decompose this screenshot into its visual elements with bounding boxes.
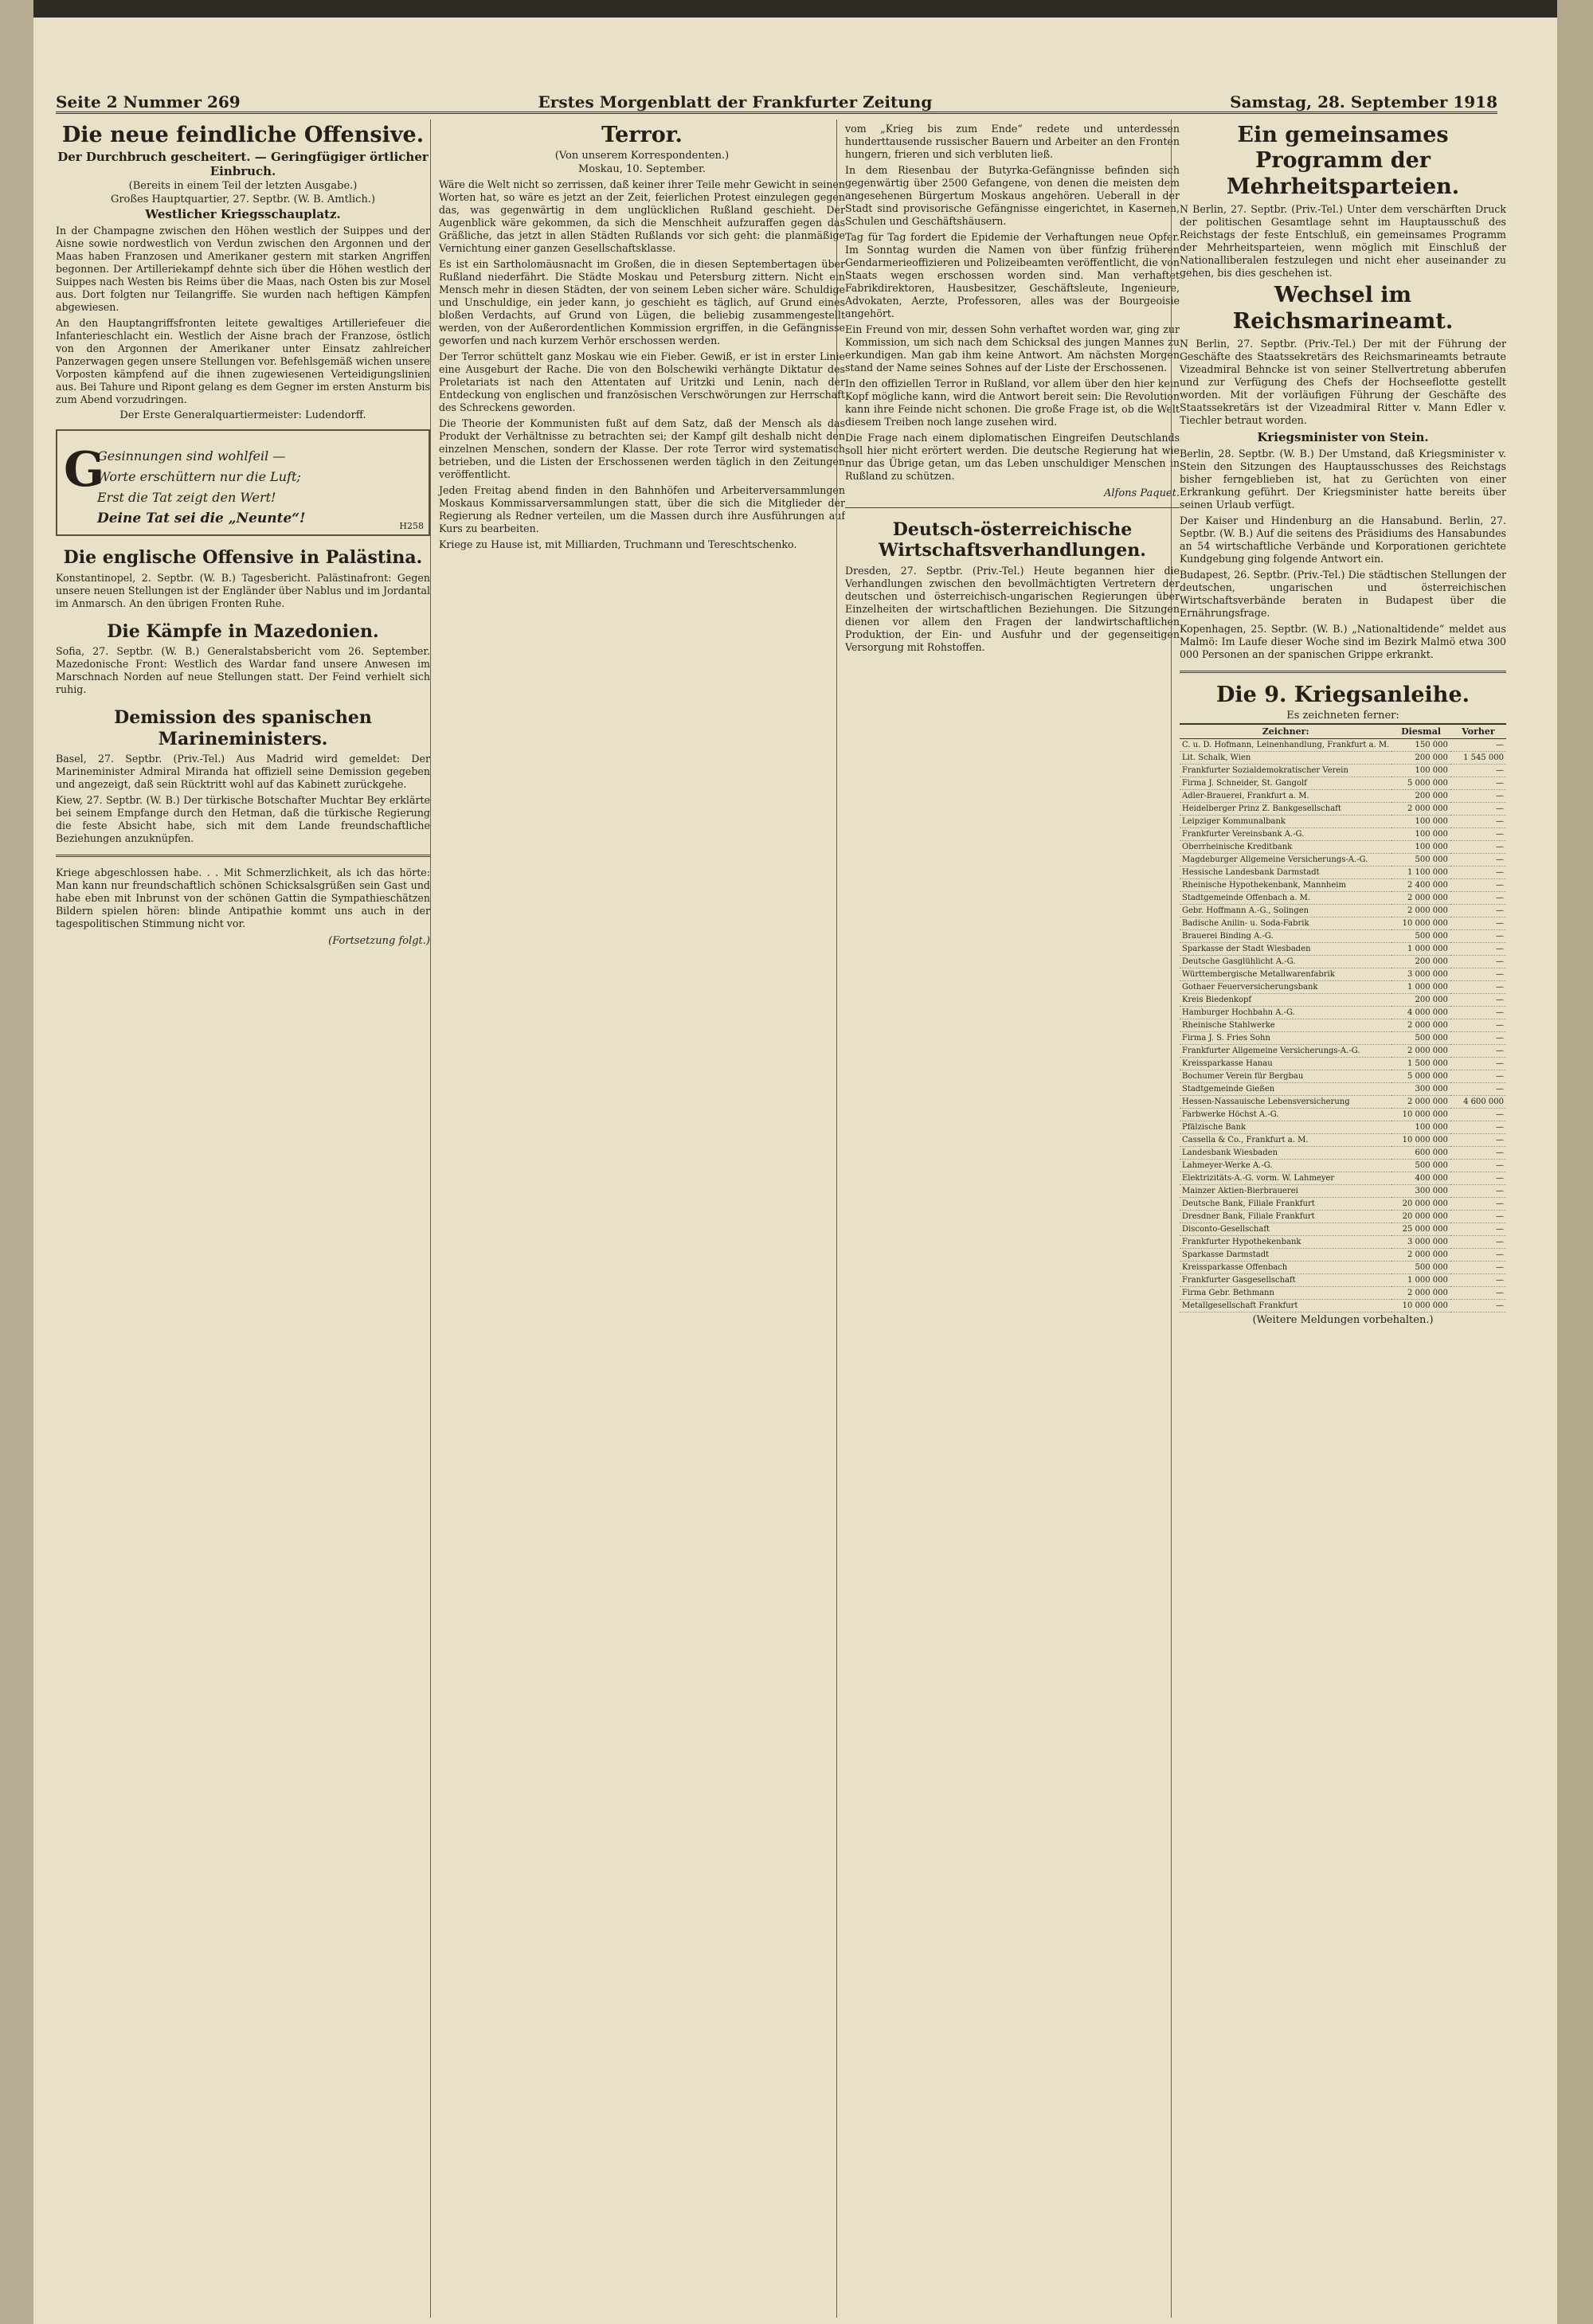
right-page-edge [1557,0,1593,2324]
amount-current-cell: 2 000 000 [1391,892,1450,905]
table-header: Diesmal [1391,724,1450,739]
subscriber-cell: Bochumer Verein für Bergbau [1180,1070,1391,1083]
subscriber-cell: Magdeburger Allgemeine Versicherungs-A.-G. [1180,854,1391,867]
table-row [1180,1134,1506,1147]
headline-war-loan: Die 9. Kriegsanleihe. [1215,682,1470,707]
amount-current-cell: 500 000 [1391,854,1450,867]
amount-previous-cell: — [1450,1249,1506,1262]
war-loan-table [1180,723,1506,1313]
amount-current-cell: 100 000 [1391,841,1450,854]
article-paragraph: Kiew, 27. Septbr. (W. B.) Der türkische Botschafter Muchtar Bey erklärte bei seinem Empfange durch den Hetman, daß die türkische Regierung die feste Absicht habe, sich mit dem Lande freundschaftliche Beziehungen anzuknüpfen. [56,793,430,844]
subscriber-cell: Disconto-Gesellschaft [1180,1223,1391,1236]
amount-previous-cell: — [1450,828,1506,841]
amount-previous-cell: — [1450,854,1506,867]
subscriber-cell: Brauerei Binding A.-G. [1180,930,1391,943]
article-paragraph: In der Champagne zwischen den Höhen westlich der Suippes und der Aisne sowie nordwestlich von Verdun zwischen den Argonnen und der Maas haben Franzosen und Amerikaner gestern mit starken Angriffen begonnen. Der Artilleriekampf dehnte sich über die Höhen westlich der Suippes nach Westen bis Reims über die Maas, nach Osten bis zur Mosel aus. Dort folgten nur Teilangriffe. Sie wurden nach heftigen Kämpfen abgewiesen. [56,225,430,314]
subscriber-cell: Frankfurter Sozialdemokratischer Verein [1180,765,1391,777]
table-row [1180,917,1506,930]
article-paragraph: Berlin, 28. Septbr. (W. B.) Der Umstand, daß Kriegsminister v. Stein den Sitzungen des Hauptausschusses des Reichstags bisher ferngeblieben ist, hat zu Gerüchten von einer Erkrankung geführt. Der Kriegsminister hatte bereits über seinen Urlaub verfügt. [1180,447,1506,511]
amount-previous-cell: — [1450,816,1506,828]
headline-palestine: Die englische Offensive in Palästina. [63,547,423,569]
table-row [1180,841,1506,854]
divider [845,507,1180,508]
table-row [1180,1058,1506,1070]
table-row [1180,968,1506,981]
amount-current-cell: 1 500 000 [1391,1058,1450,1070]
amount-current-cell: 2 400 000 [1391,879,1450,892]
amount-current-cell: 100 000 [1391,1121,1450,1134]
article-paragraph: Es ist ein Sartholomäusnacht im Großen, die in diesen Septembertagen über Rußland niederfährt. Die Städte Moskau und Petersburg zittern. Nicht ein Mensch mehr in diesen Städten, der von seinem Leben sicher wäre. Schuldige und Unschuldige, ein jeder kann, jo geschieht es täglich, auf Grund eines bloßen Verdachts, auf Grund von Lügen, die beliebig zusammengestellt werden, von der Außerordentlichen Kommission ergriffen, in die Gefängnisse geworfen und nach kurzem Verhör erschossen werden. [439,258,845,347]
subscriber-cell: Pfälzische Bank [1180,1121,1391,1134]
article-paragraph: Jeden Freitag abend finden in den Bahnhöfen und Arbeiterversammlungen Moskaus Kommissarversammlungen statt, über die sich die Mitglieder der Regierung als Redner verteilen, um die Massen durch ihre Ausführungen auf Kurs zu bearbeiten. [439,484,845,535]
amount-previous-cell: — [1450,803,1506,816]
loan-footer: (Weitere Meldungen vorbehalten.) [1252,1314,1434,1327]
table-row [1180,765,1506,777]
amount-previous-cell: — [1450,1287,1506,1300]
dateline: Moskau, 10. September. [578,163,706,176]
headline-spanish-minister: Demission des spanischen Marineministers. [114,707,372,749]
subscriber-cell: Stadtgemeinde Offenbach a. M. [1180,892,1391,905]
table-row [1180,803,1506,816]
subscriber-cell: Heidelberger Prinz Z. Bankgesellschaft [1180,803,1391,816]
table-row [1180,1007,1506,1019]
subscriber-cell: Lit. Schalk, Wien [1180,752,1391,765]
table-row [1180,1032,1506,1045]
amount-current-cell: 4 000 000 [1391,1007,1450,1019]
amount-current-cell: 10 000 000 [1391,917,1450,930]
article-paragraph: Basel, 27. Septbr. (Priv.-Tel.) Aus Madrid wird gemeldet: Der Marineminister Admiral Miranda hat offiziell seine Demission gegeben und angezeigt, daß sein Rücktritt wohl auf das Kabinett zurückgehe. [56,752,430,790]
amount-current-cell: 200 000 [1391,956,1450,968]
subscriber-cell: Farbwerke Höchst A.-G. [1180,1109,1391,1121]
amount-previous-cell: — [1450,790,1506,803]
amount-previous-cell: — [1450,1121,1506,1134]
article-paragraph: Budapest, 26. Septbr. (Priv.-Tel.) Die städtischen Stellungen der deutschen, ungarischen und österreichischen Wirtschaftsverbände beraten in Budapest über die Ernährungsfrage. [1180,568,1506,619]
subscriber-cell: Mainzer Aktien-Bierbrauerei [1180,1185,1391,1198]
amount-previous-cell: — [1450,1058,1506,1070]
table-row [1180,1147,1506,1160]
war-loan-advertisement [56,429,430,536]
amount-current-cell: 2 000 000 [1391,905,1450,917]
amount-current-cell: 200 000 [1391,790,1450,803]
amount-previous-cell: — [1450,905,1506,917]
amount-previous-cell: — [1450,765,1506,777]
section-heading: Kriegsminister von Stein. [1257,429,1429,444]
amount-current-cell: 100 000 [1391,816,1450,828]
amount-current-cell: 2 000 000 [1391,1019,1450,1032]
amount-current-cell: 20 000 000 [1391,1211,1450,1223]
subscriber-cell: Firma J. Schneider, St. Gangolf [1180,777,1391,790]
headline-trade-talks: Deutsch-österreichische Wirtschaftsverhandlungen. [879,519,1146,561]
table-row [1180,905,1506,917]
table-row [1180,1185,1506,1198]
amount-current-cell: 500 000 [1391,1032,1450,1045]
table-row [1180,816,1506,828]
subscriber-cell: Kreissparkasse Offenbach [1180,1262,1391,1274]
amount-previous-cell: — [1450,1109,1506,1121]
table-header: Vorher [1450,724,1506,739]
table-body [1180,739,1506,1313]
amount-current-cell: 400 000 [1391,1172,1450,1185]
table-row [1180,828,1506,841]
article-paragraph: Die Frage nach einem diplomatischen Eingreifen Deutschlands soll hier nicht erörtert werden. Die deutsche Regierung hat wie nur das Übrige getan, um das Leben unschuldiger Menschen in Rußland zu schützen. [845,432,1180,482]
amount-current-cell: 100 000 [1391,765,1450,777]
amount-current-cell: 10 000 000 [1391,1300,1450,1313]
table-row [1180,1045,1506,1058]
amount-previous-cell: — [1450,1262,1506,1274]
amount-previous-cell: — [1450,981,1506,994]
subscriber-cell: Lahmeyer-Werke A.-G. [1180,1160,1391,1172]
amount-current-cell: 2 000 000 [1391,1045,1450,1058]
article-paragraph: Dresden, 27. Septbr. (Priv.-Tel.) Heute begannen hier die Verhandlungen zwischen den bevollmächtigten Vertretern der deutschen und österreichisch-ungarischen Regierungen über Einzelheiten der wirtschaftlichen Beziehungen. Die Sitzungen dienen vor allem den Fragen der landwirtschaftlichen Produktion, der Ein- und Ausfuhr und der gegenseitigen Versorgung mit Rohstoffen. [845,564,1180,653]
table-row [1180,1287,1506,1300]
table-row [1180,1211,1506,1223]
ad-code: H258 [399,521,424,532]
subscriber-cell: Kreissparkasse Hanau [1180,1058,1391,1070]
section-divider [56,855,430,857]
headline-program: Ein gemeinsames Programm der Mehrheitsparteien. [1226,123,1460,199]
edition-title: Erstes Morgenblatt der Frankfurter Zeitung [538,92,933,112]
amount-current-cell: 1 000 000 [1391,943,1450,956]
subscriber-cell: Hessische Landesbank Darmstadt [1180,867,1391,879]
amount-previous-cell: — [1450,739,1506,752]
amount-previous-cell: — [1450,1211,1506,1223]
amount-previous-cell: — [1450,994,1506,1007]
amount-previous-cell: — [1450,956,1506,968]
amount-current-cell: 600 000 [1391,1147,1450,1160]
subheadline-note: (Bereits in einem Teil der letzten Ausgabe.) [128,180,358,193]
amount-previous-cell: — [1450,1070,1506,1083]
table-row [1180,867,1506,879]
subscriber-cell: Frankfurter Allgemeine Versicherungs-A.-G. [1180,1045,1391,1058]
table-row [1180,943,1506,956]
table-row [1180,956,1506,968]
subscriber-cell: Gebr. Hoffmann A.-G., Solingen [1180,905,1391,917]
subscriber-cell: Cassella & Co., Frankfurt a. M. [1180,1134,1391,1147]
subscriber-cell: Elektrizitäts-A.-G. vorm. W. Lahmeyer [1180,1172,1391,1185]
subscriber-cell: Firma J. S. Fries Sohn [1180,1032,1391,1045]
table-row [1180,1121,1506,1134]
amount-previous-cell: — [1450,1083,1506,1096]
subscriber-cell: Frankfurter Gasgesellschaft [1180,1274,1391,1287]
table-row [1180,790,1506,803]
column-4 [1171,119,1506,2318]
amount-current-cell: 500 000 [1391,1262,1450,1274]
amount-previous-cell: — [1450,1007,1506,1019]
subscriber-cell: C. u. D. Hofmann, Leinenhandlung, Frankfurt a. M. [1180,739,1391,752]
amount-previous-cell: — [1450,943,1506,956]
amount-previous-cell: 4 600 000 [1450,1096,1506,1109]
continuation-note: (Fortsetzung folgt.) [328,934,430,947]
article-paragraph: vom „Krieg bis zum Ende“ redete und unterdessen hunderttausende russischer Bauern und Arbeiter an den Fronten hungern, frieren und sich verbluten ließ. [845,123,1180,160]
subscriber-cell: Hamburger Hochbahn A.-G. [1180,1007,1391,1019]
left-page-edge [0,0,33,2324]
column-1 [56,119,430,2318]
ad-slogan: Deine Tat sei die „Neunte“! [97,511,306,527]
table-row [1180,1083,1506,1096]
subscriber-cell: Kreis Biedenkopf [1180,994,1391,1007]
amount-current-cell: 20 000 000 [1391,1198,1450,1211]
amount-current-cell: 200 000 [1391,752,1450,765]
article-paragraph: Kopenhagen, 25. Septbr. (W. B.) „Nationaltidende“ meldet aus Malmö: Im Laufe dieser Woche sind im Bezirk Malmö etwa 300 000 Personen an der spanischen Grippe erkrankt. [1180,622,1506,660]
article-paragraph: Der Kaiser und Hindenburg an die Hansabund. Berlin, 27. Septbr. (W. B.) Auf die seitens des Präsidiums des Hansabundes an 54 wirtschaftliche Verbände und Korporationen gerichtete Kundgebung ging folgende Antwort ein. [1180,514,1506,565]
amount-current-cell: 500 000 [1391,930,1450,943]
top-edge [0,0,1593,18]
subscriber-cell: Sparkasse der Stadt Wiesbaden [1180,943,1391,956]
amount-current-cell: 3 000 000 [1391,1236,1450,1249]
subscriber-cell: Frankfurter Hypothekenbank [1180,1236,1391,1249]
amount-previous-cell: — [1450,1236,1506,1249]
subheadline: Der Durchbruch gescheitert. — Geringfügiger örtlicher Einbruch. [57,150,429,179]
ad-line: Erst die Tat zeigt den Wert! [97,490,276,506]
amount-current-cell: 300 000 [1391,1083,1450,1096]
subscriber-cell: Stadtgemeinde Gießen [1180,1083,1391,1096]
table-header: Zeichner: [1180,724,1391,739]
table-row [1180,1249,1506,1262]
ad-line: Worte erschüttern nur die Luft; [97,469,301,485]
subscriber-cell: Rheinische Stahlwerke [1180,1019,1391,1032]
subscriber-cell: Landesbank Wiesbaden [1180,1147,1391,1160]
subscriber-cell: Deutsche Bank, Filiale Frankfurt [1180,1198,1391,1211]
column-2 [430,119,845,2318]
table-row [1180,1262,1506,1274]
headline-offensive: Die neue feindliche Offensive. [61,123,425,147]
article-paragraph: Der Terror schüttelt ganz Moskau wie ein Fieber. Gewiß, er ist in erster Linie eine Ausgeburt der Rache. Die von den Bolschewiki verhängte Diktatur des Proletariats ist nach den Attentaten auf Uritzki und Lenin, nach der Entdeckung von englischen und französischen Verschwörungen zur Herrschaft des Schreckens geworden. [439,350,845,414]
subscriber-cell: Sparkasse Darmstadt [1180,1249,1391,1262]
amount-previous-cell: — [1450,777,1506,790]
table-row [1180,1198,1506,1211]
table-row [1180,1236,1506,1249]
amount-previous-cell: — [1450,1172,1506,1185]
table-row [1180,994,1506,1007]
subscriber-cell: Deutsche Gasglühlicht A.-G. [1180,956,1391,968]
dateline: Großes Hauptquartier, 27. Septbr. (W. B. Amtlich.) [110,194,376,206]
table-row [1180,1096,1506,1109]
subscriber-cell: Gothaer Feuerversicherungsbank [1180,981,1391,994]
article-paragraph: Tag für Tag fordert die Epidemie der Verhaftungen neue Opfer. Im Sonntag wurden die Namen von über fünfzig früheren Gendarmerieoffizieren und Polizeibeamten veröffentlicht, die von Staats wegen erschossen worden sind. Man verhaftet Fabrikdirektoren, Hausbesitzer, Geschäftsleute, Ingenieure, Advokaten, Aerzte, Professoren, alles was der Bourgeoisie angehört. [845,231,1180,319]
table-row [1180,752,1506,765]
page-header [56,80,1497,114]
table-row [1180,879,1506,892]
amount-current-cell: 1 000 000 [1391,1274,1450,1287]
amount-current-cell: 5 000 000 [1391,1070,1450,1083]
decorative-initial: G [64,442,105,499]
amount-previous-cell: — [1450,917,1506,930]
article-paragraph: N Berlin, 27. Septbr. (Priv.-Tel.) Der mit der Führung der Geschäfte des Staatssekretärs des Reichsmarineamts betraute Vizeadmiral Behncke ist von seiner Stellvertretung abberufen und zur Verfügung des Chefs der Hochseeflotte gestellt worden. Mit der vorläufigen Führung der Geschäfte des Staatssekretärs ist der Vizeadmiral Ritter v. Mann Edler v. Tiechler betraut worden. [1180,337,1506,426]
amount-previous-cell: — [1450,867,1506,879]
amount-previous-cell: — [1450,1300,1506,1313]
table-row [1180,1223,1506,1236]
issue-date: Samstag, 28. September 1918 [1230,92,1497,112]
amount-previous-cell: — [1450,1185,1506,1198]
amount-previous-cell: — [1450,1045,1506,1058]
amount-current-cell: 100 000 [1391,828,1450,841]
amount-current-cell: 300 000 [1391,1185,1450,1198]
table-row [1180,777,1506,790]
article-paragraph: Sofia, 27. Septbr. (W. B.) Generalstabsbericht vom 26. September. Mazedonische Front: Westlich des Wardar fand unsere Anwesen im Marschnach Norden auf neue Stellungen statt. Der Feind verhielt sich ruhig. [56,645,430,696]
feuilleton-paragraph: Kriege abgeschlossen habe. . . Mit Schmerzlichkeit, als ich das hörte: Man kann nur freundschaftlich schönen Schicksalsgrüßen sein Gast und habe eben mit Inbrunst von der schönen Gattin die Sympathieschätzen Bildern spielen hören: blinde Antipathie kommt uns auch in der tagespolitischen Stimmung nicht vor. [56,866,430,929]
headline-terror: Terror. [601,123,683,147]
table-row [1180,892,1506,905]
subscriber-cell: Dresdner Bank, Filiale Frankfurt [1180,1211,1391,1223]
table-row [1180,1109,1506,1121]
amount-current-cell: 1 100 000 [1391,867,1450,879]
amount-previous-cell: — [1450,1147,1506,1160]
subscriber-cell: Leipziger Kommunalbank [1180,816,1391,828]
article-paragraph: In den offiziellen Terror in Rußland, vor allem über den hier kein Kopf mögliche kann, wird die Antwort bereit sein: Die Revolution kann ihre Feinde nicht schonen. Die große Frage ist, ob die Welt diesem Treiben noch lange zusehen wird. [845,378,1180,428]
amount-current-cell: 2 000 000 [1391,1287,1450,1300]
subscriber-cell: Oberrheinische Kreditbank [1180,841,1391,854]
table-row [1180,739,1506,752]
section-heading: Westlicher Kriegsschauplatz. [145,207,341,222]
loan-subtitle: Es zeichneten ferner: [1286,710,1399,722]
article-paragraph: An den Hauptangriffsfronten leitete gewaltiges Artilleriefeuer die Infanterieschlacht ein. Westlich der Aisne brach der Franzose, östlich von den Argonnen der Amerikaner unter Einsatz zahlreicher Panzerwagen gegen unsere Stellungen vor. Befehlsgemäß wichen unsere Vorposten kämpfend auf die ihnen zugewiesenen Verteidigungslinien aus. Bei Tahure und Ripont gelang es dem Gegner im ersten Ansturm bis zum Abend vorzudringen. [56,317,430,406]
headline-navy-office: Wechsel im Reichsmarineamt. [1232,283,1454,334]
subscriber-cell: Hessen-Nassauische Lebensversicherung [1180,1096,1391,1109]
subscriber-cell: Badische Anilin- u. Soda-Fabrik [1180,917,1391,930]
article-paragraph: Konstantinopel, 2. Septbr. (W. B.) Tagesbericht. Palästinafront: Gegen unsere neuen Stellungen ist der Engländer über Nablus und im Jordantal im Anmarsch. An den übrigen Fronten Ruhe. [56,571,430,609]
article-paragraph: Wäre die Welt nicht so zerrissen, daß keiner ihrer Teile mehr Gewicht in seinen Worten hat, so wäre es jetzt an der Zeit, feierlichen Protest einzulegen gegen das, was gegenwärtig in dem unglücklichen Rußland geschieht. Der Augenblick wäre gekommen, da sich die Menschheit aufzuraffen gegen das Gräßliche, das jetzt in allen Städten Rußlands vor sich geht: die planmäßige Vernichtung einer ganzen Gesellschaftsklasse. [439,178,845,255]
amount-previous-cell: — [1450,1019,1506,1032]
amount-previous-cell: — [1450,930,1506,943]
page-number: Seite 2 Nummer 269 [56,92,241,112]
amount-previous-cell: — [1450,1160,1506,1172]
subscriber-cell: Rheinische Hypothekenbank, Mannheim [1180,879,1391,892]
table-row [1180,1019,1506,1032]
amount-current-cell: 2 000 000 [1391,1249,1450,1262]
amount-current-cell: 500 000 [1391,1160,1450,1172]
table-row [1180,930,1506,943]
table-row [1180,1172,1506,1185]
amount-previous-cell: — [1450,968,1506,981]
table-row [1180,981,1506,994]
amount-previous-cell: 1 545 000 [1450,752,1506,765]
article-paragraph: Kriege zu Hause ist, mit Milliarden, Truchmann und Tereschtschenko. [439,538,797,551]
amount-previous-cell: — [1450,841,1506,854]
byline: (Von unserem Korrespondenten.) [554,150,730,162]
article-paragraph: N Berlin, 27. Septbr. (Priv.-Tel.) Unter dem verschärften Druck der politischen Gesamtlage sehnt im Hauptausschuß des Reichstags der feste Entschluß, ein gemeinsames Programm der Mehrheitsparteien, wenn möglich mit Einschluß der Nationalliberalen festzulegen und nicht eher auseinander zu gehen, bis dies geschehen ist. [1180,203,1506,280]
amount-previous-cell: — [1450,892,1506,905]
amount-previous-cell: — [1450,879,1506,892]
table-row [1180,854,1506,867]
subscriber-cell: Firma Gebr. Bethmann [1180,1287,1391,1300]
amount-current-cell: 150 000 [1391,739,1450,752]
amount-current-cell: 1 000 000 [1391,981,1450,994]
amount-previous-cell: — [1450,1032,1506,1045]
subscriber-cell: Adler-Brauerei, Frankfurt a. M. [1180,790,1391,803]
table-row [1180,1070,1506,1083]
table-row [1180,1300,1506,1313]
subscriber-cell: Frankfurter Vereinsbank A.-G. [1180,828,1391,841]
amount-current-cell: 10 000 000 [1391,1134,1450,1147]
table-row [1180,1274,1506,1287]
author-signature: Alfons Paquet. [1103,487,1180,499]
amount-current-cell: 10 000 000 [1391,1109,1450,1121]
amount-current-cell: 3 000 000 [1391,968,1450,981]
amount-current-cell: 200 000 [1391,994,1450,1007]
subscriber-cell: Württembergische Metallwarenfabrik [1180,968,1391,981]
amount-current-cell: 5 000 000 [1391,777,1450,790]
amount-current-cell: 2 000 000 [1391,1096,1450,1109]
table-row [1180,1160,1506,1172]
article-paragraph: In dem Riesenbau der Butyrka-Gefängnisse befinden sich gegenwärtig über 2500 Gefangene, von denen die meisten dem angesehenen Bürgertum Moskaus angehören. Ueberall in der Stadt sind provisorische Gefängnisse eingerichtet, in Kasernen, Schulen und Geschäftshäusern. [845,164,1180,227]
column-3 [836,119,1180,2318]
article-paragraph: Ein Freund von mir, dessen Sohn verhaftet worden war, ging zur Kommission, um sich nach dem Schicksal des jungen Mannes zu erkundigen. Man gab ihm keine Antwort. Am nächsten Morgen stand der Name seines Sohnes auf der Liste der Erschossenen. [845,323,1180,374]
amount-previous-cell: — [1450,1223,1506,1236]
section-divider [1180,671,1506,673]
signer: Der Erste Generalquartiermeister: Ludendorff. [119,409,366,422]
amount-current-cell: 2 000 000 [1391,803,1450,816]
amount-previous-cell: — [1450,1198,1506,1211]
amount-previous-cell: — [1450,1134,1506,1147]
amount-previous-cell: — [1450,1274,1506,1287]
ad-line: Gesinnungen sind wohlfeil — [97,448,286,464]
amount-current-cell: 25 000 000 [1391,1223,1450,1236]
article-paragraph: Die Theorie der Kommunisten fußt auf dem Satz, daß der Mensch als das Produkt der Verhältnisse zu betrachten sei; der Kampf gilt deshalb nicht den einzelnen Menschen, sondern der Klasse. Der rote Terror wird systematisch betrieben, und die Listen der Erschossenen werden täglich in den Zeitungen veröffentlicht. [439,417,845,481]
subscriber-cell: Metallgesellschaft Frankfurt [1180,1300,1391,1313]
headline-macedonia: Die Kämpfe in Mazedonien. [107,620,379,642]
